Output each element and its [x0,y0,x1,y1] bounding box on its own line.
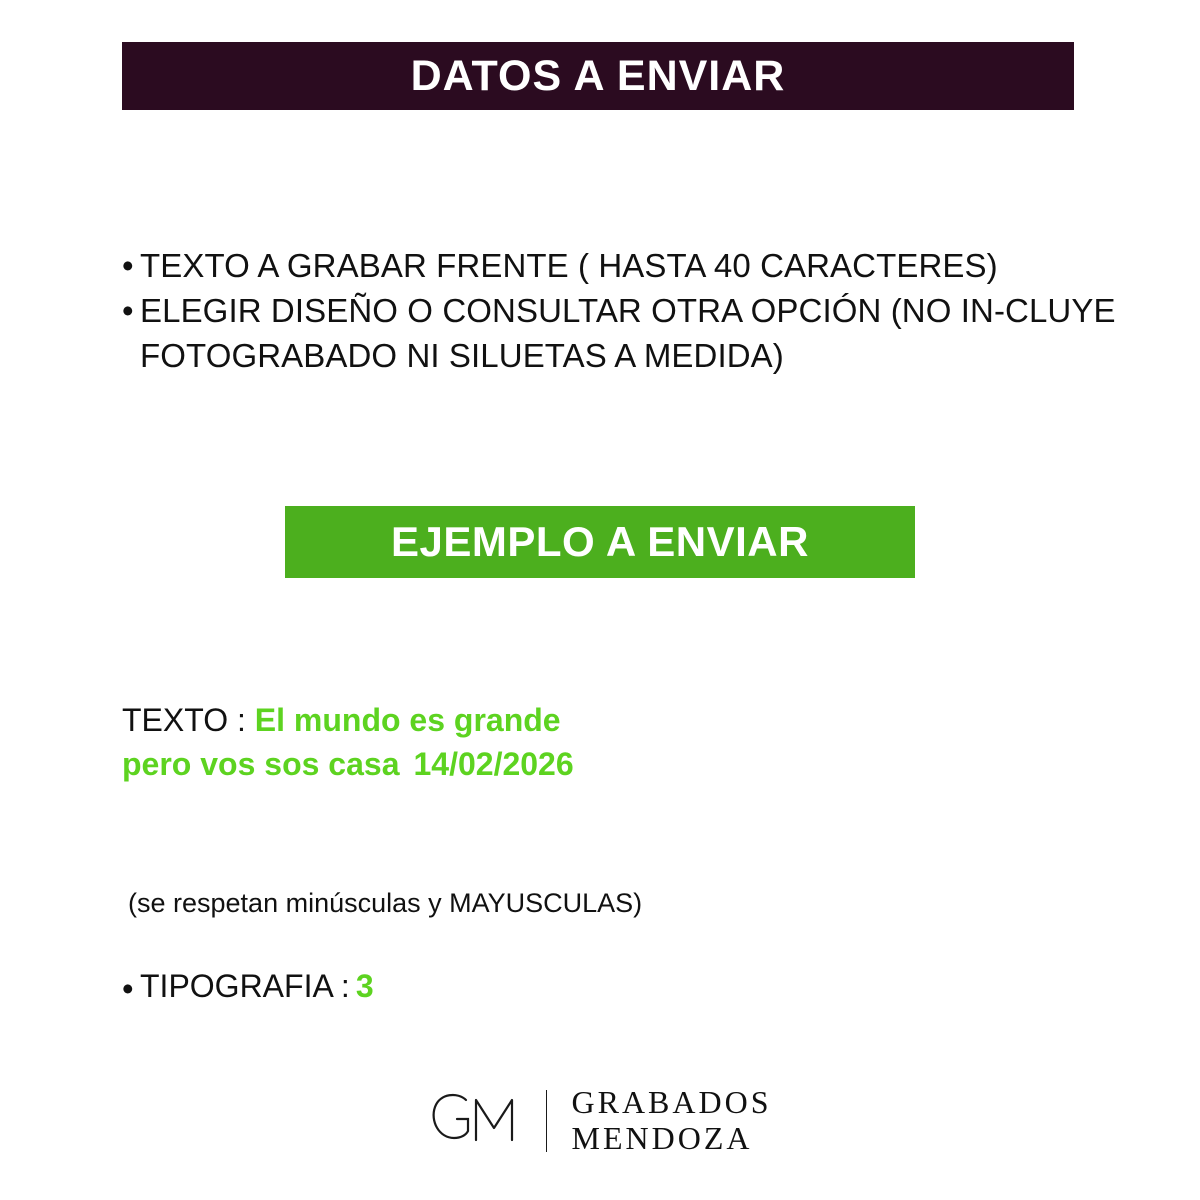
case-note: (se respetan minúsculas y MAYUSCULAS) [128,888,643,918]
example-date-value: 14/02/2026 [413,746,574,783]
bullet-icon: • [122,247,134,284]
list-item [122,243,1122,288]
brand-wordmark [571,1085,771,1157]
gm-monogram-icon [428,1090,524,1152]
typography-row [122,966,374,1011]
logo-divider [546,1090,547,1152]
page-title: DATOS A ENVIAR [410,51,786,100]
bullet-icon: • [122,970,134,1007]
typography-value: 3 [355,968,374,1004]
example-text-line-1 [122,698,1122,742]
typography-label: TIPOGRAFIA : [140,968,350,1004]
list-item-label: TEXTO A GRABAR FRENTE ( HASTA 40 CARACTERES) [140,247,998,284]
bullet-icon: • [122,292,134,330]
example-banner-label: EJEMPLO A ENVIAR [391,518,809,565]
list-item-label: ELEGIR DISEÑO O CONSULTAR OTRA OPCIÓN (NO IN-CLUYE FOTOGRABADO NI SILUETAS A MEDIDA) [140,292,1116,375]
example-text-value-line2: pero vos sos casa [122,746,400,783]
example-block [122,698,1122,786]
example-text-value-line1: El mundo es grande [254,702,561,738]
example-banner [285,506,915,578]
example-text-line-2 [122,742,1122,786]
requirements-list [122,243,1122,379]
list-item [122,288,1122,378]
footer-logo [0,1085,1200,1157]
brand-line-2: MENDOZA [571,1119,753,1156]
brand-line-1: GRABADOS [571,1084,772,1120]
example-text-label: TEXTO : [122,702,255,738]
header-banner [122,42,1074,110]
